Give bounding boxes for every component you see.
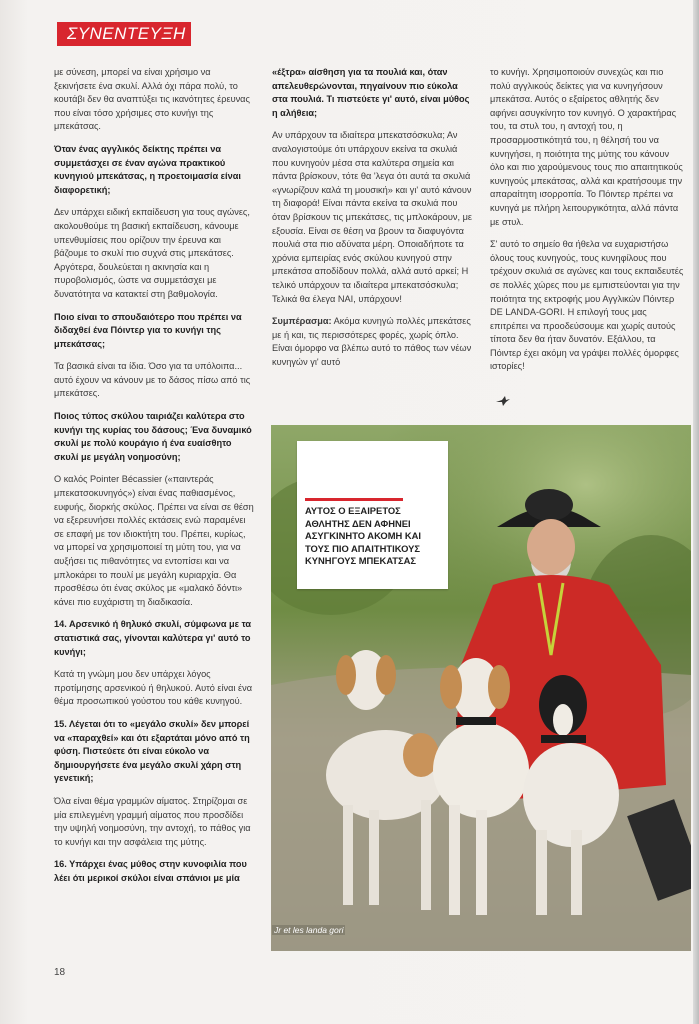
- page-number: 18: [54, 967, 66, 978]
- paragraph-lead: Συμπέρασμα:: [272, 316, 332, 327]
- interview-paragraph: [272, 315, 472, 369]
- pull-quote-box: [297, 441, 448, 589]
- interview-answer: Τα βασικά είναι τα ίδια. Όσο για τα υπόλοιπα... αυτό έχουν να κάνουν με το δάσος πίσω από τις μπεκάτσες.: [54, 361, 251, 399]
- pull-quote-text: ΑΥΤΟΣ Ο ΕΞΑΙΡΕΤΟΣ ΑΘΛΗΤΗΣ ΔΕΝ ΑΦΗΝΕΙ ΑΣΥΓΚΙΝΗΤΟ ΑΚΟΜΗ ΚΑΙ ΤΟΥΣ ΠΙΟ ΑΠΑΙΤΗΤΙΚΟΥΣ ΚΥΝΗΓΟΥΣ ΜΠΕΚΑΤΣΑΣ: [305, 505, 422, 567]
- interview-answer: Αν υπάρχουν τα ιδιαίτερα μπεκατσόσκυλα; Αν αναλογιστούμε ότι υπάρχουν εκείνα τα σκυλιά που κυνηγούν μέσα στα καλύτερα σημεία και πάντα βρίσκουν, τότε θα 'λεγα ότι αυτά τα σκυλιά «γνωρίζουν καλά τη μουσική» και γι' αυτό κάνουν τη διαφορά! Είναι πάντα εκείνα τα σκυλιά που όταν βρίσκουν τις μπεκάτσες, τις μπλοκάρουν, με εξουσία. Είναι σε θέση να βρουν τα διαφυγόντα πουλιά στα πιο αδύνατα μέρη. Οποιαδήποτε τα χρόνια εμπειρίας ενός σκύλου κυνηγού στην μπεκάτσα αποδίδουν πολλά, αλλά αυτό αρκεί; Η τελικό υπάρχουν τα ιδιαίτερα μπεκατσόσκυλα; Τελικά θα έλεγα ΝΑΙ, υπάρχουν!: [272, 130, 472, 304]
- interview-answer: Δεν υπάρχει ειδική εκπαίδευση για τους αγώνες, ακολουθούμε τη βασική εκπαίδευση, κάνουμε υπενθυμίσεις που ορίζουν την έρευνα και βάζουμε το σκυλί πιο συχνά στις μπεκάτσες. Αργότερα, δουλεύεται η ακινησία και η πυροβολισμός, ώστε να συμμετάσχει με δυνατότητα να κατακτεί στη βαθμολογία.: [54, 207, 250, 299]
- interview-question: 14. Αρσενικό ή θηλυκό σκυλί, σύμφωνα με τα στατιστικά σας, γίνονται καλύτερα γι' αυτό το κυνήγι;: [54, 619, 252, 657]
- interview-question: Ποιο είναι το σπουδαιότερο που πρέπει να διδαχθεί ένα Πόιντερ για το κυνήγι της μπεκάτσας;: [54, 311, 242, 349]
- interview-answer: το κυνήγι. Χρησιμοποιούν συνεχώς και πιο πολύ αγγλικούς δείκτες για να κυνηγήσουν μπεκάτσα. Αυτός ο εξαίρετος αθλητής δεν αφήνει ασυγκίνητο τον κυνηγό. Ο χαρακτήρας του, τα στυλ του, η αντοχή του, η προσαρμοστικότητά του, η θέλησή του να κυνηγήσει, η ποιότητα της μύτης του κάνουν όλο και πιο χαρούμενους τους πιο απαιτητικούς κυνηγούς μπεκάτσας, αλλά και κρατήσουμε την απαραίτητη ισορροπία. Το Πόιντερ πρέπει να κυνηγά με πλήρη λειτουργικότητα, αλλά πάντα με στυλ.: [490, 67, 683, 227]
- pull-quote-rule: [305, 498, 403, 501]
- interview-answer: Ο καλός Pointer Bécassier («παιντεράς μπεκατσοκυνηγός») είναι ένας παθιασμένος, ευφυής, διορκής σκύλος. Πρέπει να είναι σε θέση να εξερευνήσει πολλές εκτάσεις ενώ παραμένει σε επαφή με τον ιδιοκτήτη του. Πρέπει, κυρίως, να μπορεί να χρησιμοποιεί τη μύτη του, για να αυξήσει τις πιθανότητες να εντοπίσει και να μπλοκάρει το πουλί με μεγάλη κυριαρχία. Θα προσθέσω ότι ένας σκύλος με «μαλακό δόντι» κάνει πιο ευχάριστη τη διαδικασία.: [54, 474, 254, 607]
- interview-answer: Κατά τη γνώμη μου δεν υπάρχει λόγος προτίμησης αρσενικού ή θηλυκού. Αυτό είναι ένα θέμα προσωπικού γούστου του κάθε κυνηγού.: [54, 669, 253, 707]
- interview-question: Ποιος τύπος σκύλου ταιριάζει καλύτερα στο κυνήγι της κυρίας του δάσους; Ένα δυναμικό σκυλί με πολύ κουράγιο ή ένα ευαίσθητο σκυλί με μεγάλη νοημοσύνη;: [54, 411, 252, 462]
- interview-answer: Σ' αυτό το σημείο θα ήθελα να ευχαριστήσω όλους τους κυνηγούς, τους κυνηφίλους που τρέχουν σκυλιά σε αγώνες και τους εκπαιδευτές σε πολλές χώρες που με εμπιστεύονται για την ποιότητα της εκτροφής μου Αγγλικών Πόιντερ DE LANDA-GORI. Η επιλογή τους μας επιτρέπει να προοδεύσουμε και χωρίς αυτούς τίποτα δεν θα ήταν δυνατόν. Εξάλλου, τα Πόιντερ έχει ακόμη να γράψει πολλές όμορφες ιστορίες!: [490, 239, 684, 372]
- interview-question: Όταν ένας αγγλικός δείκτης πρέπει να συμμετάσχει σε έναν αγώνα πρακτικού κυνηγιού μπεκάτσας, η προετοιμασία είναι διαφορετική;: [54, 143, 241, 195]
- page-binding-edge: [693, 0, 699, 1024]
- text-column-3: [490, 66, 685, 383]
- interview-answer: με σύνεση, μπορεί να είναι χρήσιμο να ξεκινήσετε ένα σκυλί. Αλλά όχι πάρα πολύ, το κουτάβι δεν θα αναπτύξει τις ικανότητες έρευνας που είναι τόσο χρήσιμες στο κυνήγι της μπεκάτσας.: [54, 67, 250, 132]
- paragraph-body: Ακόμα κυνηγώ πολλές μπεκάτσες με ή και, τις περισσότερες φορές, χωρίς όπλο. Είναι όμορφο να βλέπω αυτό το πάθος των νέων κυνηγών γι' αυτό: [272, 316, 472, 367]
- text-column-1: [54, 66, 254, 894]
- interview-answer: Όλα είναι θέμα γραμμών αίματος. Στηρίζομαι σε μία επιλεγμένη γραμμή αίματος που προσδίδει την υψηλή νοημοσύνη, την αντοχή, το πάθος για το κυνήγι και την ασφάλεια της μύτης.: [54, 795, 251, 847]
- bird-icon: [496, 396, 510, 406]
- interview-question: 16. Υπάρχει ένας μύθος στην κυνοφιλία που λέει ότι μερικοί σκύλοι είναι σπάνιοι με μία: [54, 859, 247, 883]
- section-label: ΣΥΝΕΝΤΕΥΞΗ: [54, 22, 191, 46]
- interview-question: 15. Λέγεται ότι το «μεγάλο σκυλί» δεν μπορεί να «παραχθεί» και ότι εξαρτάται μόνο από τη φύση. Πιστεύετε ότι είναι εύκολο να δημιουργήσετε ένα μεγάλο σκυλί χάρη στη γενετική;: [54, 718, 250, 784]
- interview-question: «έξτρα» αίσθηση για τα πουλιά και, όταν απελευθερώνονται, πηγαίνουν πιο εύκολα στα πουλιά. Τι πιστεύετε γι' αυτό, είναι μύθος η αλήθεια;: [272, 67, 470, 118]
- text-column-2: [272, 66, 472, 378]
- photo-caption: Jr et les landa gori: [274, 925, 344, 935]
